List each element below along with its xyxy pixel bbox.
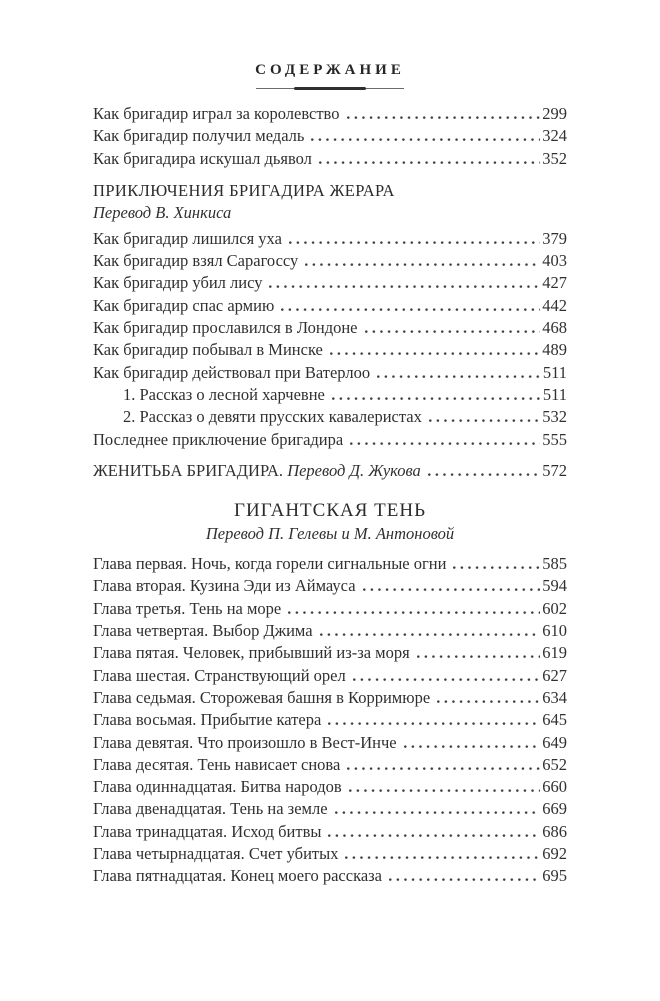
entry-page-number: 572 [542, 460, 567, 480]
entry-title: Глава тринадцатая. Исход битвы [93, 821, 322, 841]
entry-title: Глава седьмая. Сторожевая башня в Корримюре [93, 687, 431, 707]
entry-title: Глава десятая. Тень нависает снова [93, 754, 341, 774]
entry-title: Как бригадир взял Сарагоссу [93, 251, 299, 271]
dot-leader [320, 631, 541, 636]
entry-page-number: 634 [542, 687, 567, 707]
entry-page-number: 652 [542, 754, 567, 774]
toc-entry [93, 103, 567, 125]
dot-leader [453, 564, 540, 569]
dot-leader [345, 854, 540, 859]
dot-leader [288, 609, 540, 614]
dot-leader [417, 653, 541, 658]
dot-leader [429, 417, 540, 422]
entry-title: Глава четырнадцатая. Счет убитых [93, 844, 339, 864]
toc-entry [93, 821, 567, 843]
toc-entry [93, 687, 567, 709]
entry-title: Как бригадир спас армию [93, 295, 275, 315]
dot-leader [437, 698, 540, 703]
entry-page-number: 532 [542, 407, 567, 427]
entry-title: Глава одиннадцатая. Битва народов [93, 777, 342, 797]
entry-title: Глава третья. Тень на море [93, 598, 282, 618]
dot-leader [335, 809, 541, 814]
section-heading: ПРИКЛЮЧЕНИЯ БРИГАДИРА ЖЕРАРА [93, 180, 395, 200]
entry-page-number: 649 [542, 732, 567, 752]
toc-entry [93, 865, 567, 887]
dot-leader [404, 743, 541, 748]
section-heading: ГИГАНТСКАЯ ТЕНЬ [233, 500, 426, 522]
dot-leader [328, 832, 540, 837]
dot-leader [353, 676, 541, 681]
entry-page-number: 695 [542, 866, 567, 886]
toc-entry [93, 250, 567, 272]
entry-page-number: 379 [542, 228, 567, 248]
entry-title: 2. Рассказ о девяти прусских кавалеристах [123, 407, 422, 427]
entry-page-number: 585 [542, 554, 567, 574]
entry-page-number: 645 [542, 710, 567, 730]
dot-leader [389, 876, 540, 881]
dot-leader [350, 440, 540, 445]
toc-entry [93, 272, 567, 294]
entry-title: Как бригадир побывал в Минске [93, 340, 323, 360]
toc-section-marriage [93, 460, 567, 482]
dot-leader [289, 239, 540, 244]
dot-leader [349, 787, 541, 792]
entry-page-number: 511 [542, 362, 567, 382]
entry-title: Глава первая. Ночь, когда горели сигнальные огни [93, 554, 447, 574]
entry-title: Глава восьмая. Прибытие катера [93, 710, 322, 730]
entry-page-number: 468 [542, 318, 567, 338]
entry-title: Глава пятая. Человек, прибывший из-за моря [93, 643, 410, 663]
entry-page-number: 692 [542, 844, 567, 864]
toc-entry [93, 798, 567, 820]
toc-entry [93, 295, 567, 317]
title-divider-ornament [256, 87, 404, 90]
entry-title: Глава четвертая. Выбор Джима [93, 621, 313, 641]
entry-title: Последнее приключение бригадира [93, 429, 344, 449]
entry-title: Как бригадира искушал дьявол [93, 148, 312, 168]
dot-leader [332, 395, 541, 400]
entry-title: Как бригадир убил лису [93, 273, 263, 293]
entry-page-number: 442 [542, 295, 567, 315]
toc-entry [93, 598, 567, 620]
section-translator: Перевод П. Гелевы и М. Антоновой [205, 524, 455, 544]
section-translator: Перевод В. Хинкиса [93, 202, 232, 222]
dot-leader [311, 136, 540, 141]
toc-entry [93, 575, 567, 597]
entry-page-number: 511 [542, 384, 567, 404]
page-title: СОДЕРЖАНИЕ [255, 62, 405, 78]
entry-page-number: 610 [542, 621, 567, 641]
toc-entry [93, 754, 567, 776]
entry-page-number: 602 [542, 598, 567, 618]
dot-leader [347, 765, 540, 770]
entry-title: Как бригадир действовал при Ватерлоо [93, 362, 371, 382]
entry-page-number: 427 [542, 273, 567, 293]
book-heading-block [93, 498, 567, 545]
entry-title: Глава пятнадцатая. Конец моего рассказа [93, 866, 382, 886]
toc-entry [93, 642, 567, 664]
toc-entry [93, 460, 567, 482]
entry-page-number: 627 [542, 665, 567, 685]
dot-leader [305, 261, 540, 266]
dot-leader [269, 283, 540, 288]
toc-entry [93, 317, 567, 339]
entry-page-number: 555 [542, 429, 567, 449]
entry-title: Глава двенадцатая. Тень на земле [93, 799, 328, 819]
entry-title: Как бригадир лишился уха [93, 228, 282, 248]
entry-page-number: 324 [542, 126, 567, 146]
entry-title: Как бригадир получил медаль [93, 126, 305, 146]
toc-entry [93, 709, 567, 731]
dot-leader [428, 471, 540, 476]
entry-title: Как бригадир прославился в Лондоне [93, 318, 358, 338]
dot-leader [363, 586, 541, 591]
toc-subentry [93, 384, 567, 406]
toc-entry [93, 665, 567, 687]
toc-entry [93, 620, 567, 642]
entry-page-number: 669 [542, 799, 567, 819]
entry-page-number: 403 [542, 251, 567, 271]
entry-page-number: 619 [542, 643, 567, 663]
entry-title: Глава девятая. Что произошло в Вест-Инче [93, 732, 397, 752]
entry-translator-italic: Перевод Д. Жукова [287, 460, 421, 480]
toc-section-great-shadow [93, 498, 567, 887]
dot-leader [330, 350, 540, 355]
toc-entry [93, 148, 567, 170]
toc-entry [93, 339, 567, 361]
dot-leader [377, 373, 541, 378]
toc-entry [93, 776, 567, 798]
dot-leader [328, 720, 540, 725]
entry-title: Как бригадир играл за королевство [93, 104, 340, 123]
dot-leader [365, 328, 541, 333]
toc-section-gerard-adventures [93, 180, 567, 451]
toc-section-brigadier-tail [93, 103, 567, 170]
entry-page-number: 594 [542, 576, 567, 596]
toc-entry [93, 843, 567, 865]
toc-subentry [93, 406, 567, 428]
entry-page-number: 660 [542, 777, 567, 797]
entry-title: Глава вторая. Кузина Эди из Аймауса [93, 576, 356, 596]
toc-entry [93, 732, 567, 754]
entry-page-number: 686 [542, 821, 567, 841]
toc-entry [93, 125, 567, 147]
toc-entry [93, 429, 567, 451]
entry-title: 1. Рассказ о лесной харчевне [123, 384, 325, 404]
entry-title-caps: ЖЕНИТЬБА БРИГАДИРА. [93, 460, 284, 480]
dot-leader [281, 306, 540, 311]
dot-leader [347, 114, 541, 119]
toc-entry [93, 228, 567, 250]
dot-leader [319, 159, 540, 164]
entry-page-number: 489 [542, 340, 567, 360]
entry-title: Глава шестая. Странствующий орел [93, 665, 346, 685]
entry-page-number: 299 [542, 104, 567, 123]
toc-entry [93, 362, 567, 384]
toc-entry [93, 553, 567, 575]
entry-page-number: 352 [542, 148, 567, 168]
